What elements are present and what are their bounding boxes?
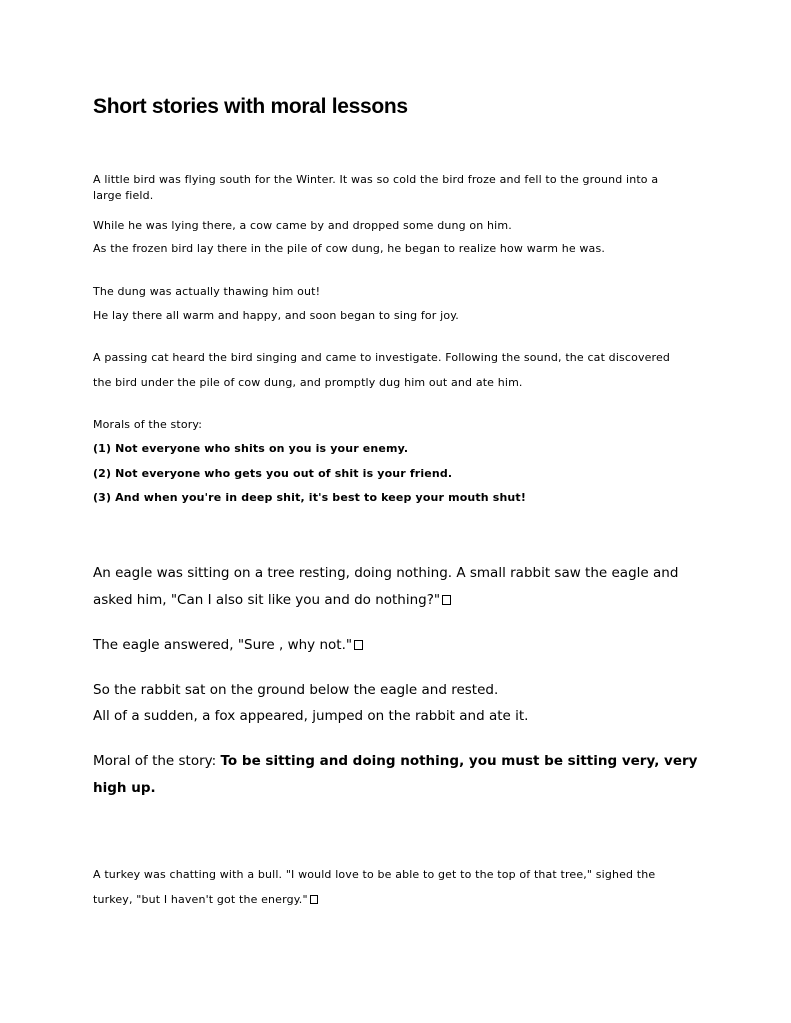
story2-line1: An eagle was sitting on a tree resting, doing nothing. A small rabbit saw the eagle and: [93, 565, 679, 581]
story2-line2: [93, 590, 451, 610]
story1-moral3: [93, 490, 526, 506]
story1-paragraph6-line1: A passing cat heard the bird singing and came to investigate. Following the sound, the cat discovered: [93, 351, 671, 364]
story2-line3-text: The eagle answered, "Sure , why not.": [93, 637, 353, 653]
page-title: Short stories with moral lessons: [93, 95, 408, 118]
story2-line4: So the rabbit sat on the ground below the eagle and rested.: [93, 682, 499, 698]
story3-line2: [93, 892, 318, 908]
story1-paragraph1-line2: large field.: [93, 189, 154, 202]
story2-moral-text-line1: To be sitting and doing nothing, you must be sitting very, very: [220, 753, 698, 769]
story2-line2-text: asked him, "Can I also sit like you and do nothing?": [93, 592, 441, 608]
story3-line1: A turkey was chatting with a bull. "I would love to be able to get to the top of that tree," sighed the: [93, 868, 656, 881]
story1-moral2-text: (2) Not everyone who gets you out of shit is your friend.: [93, 467, 453, 480]
story2-moral-line2: [93, 778, 156, 798]
missing-glyph-icon: [354, 640, 363, 650]
story3-line2-text: turkey, "but I haven't got the energy.": [93, 893, 308, 906]
story1-moral1: [93, 441, 408, 457]
story2-moral-label: Moral of the story:: [93, 753, 221, 769]
story1-moral3-text: (3) And when you're in deep shit, it's best to keep your mouth shut!: [93, 491, 526, 504]
story1-paragraph1-line1: A little bird was flying south for the Winter. It was so cold the bird froze and fell to the ground into a: [93, 173, 659, 186]
missing-glyph-icon: [310, 895, 318, 904]
missing-glyph-icon: [442, 595, 451, 605]
story1-paragraph4: The dung was actually thawing him out!: [93, 285, 321, 298]
story1-moral2: [93, 466, 452, 482]
story2-moral-line1: [93, 751, 697, 771]
story2-moral-text-line2: high up.: [93, 780, 156, 796]
story2-line3: [93, 635, 363, 655]
story1-paragraph2: While he was lying there, a cow came by and dropped some dung on him.: [93, 219, 512, 232]
story1-paragraph3: As the frozen bird lay there in the pile of cow dung, he began to realize how warm he was.: [93, 242, 605, 255]
story1-morals-heading: Morals of the story:: [93, 418, 203, 431]
story2-line5: All of a sudden, a fox appeared, jumped on the rabbit and ate it.: [93, 708, 529, 724]
story1-paragraph5: He lay there all warm and happy, and soon began to sing for joy.: [93, 309, 459, 322]
story1-moral1-text: (1) Not everyone who shits on you is your enemy.: [93, 442, 409, 455]
story1-paragraph6-line2: the bird under the pile of cow dung, and promptly dug him out and ate him.: [93, 376, 523, 389]
